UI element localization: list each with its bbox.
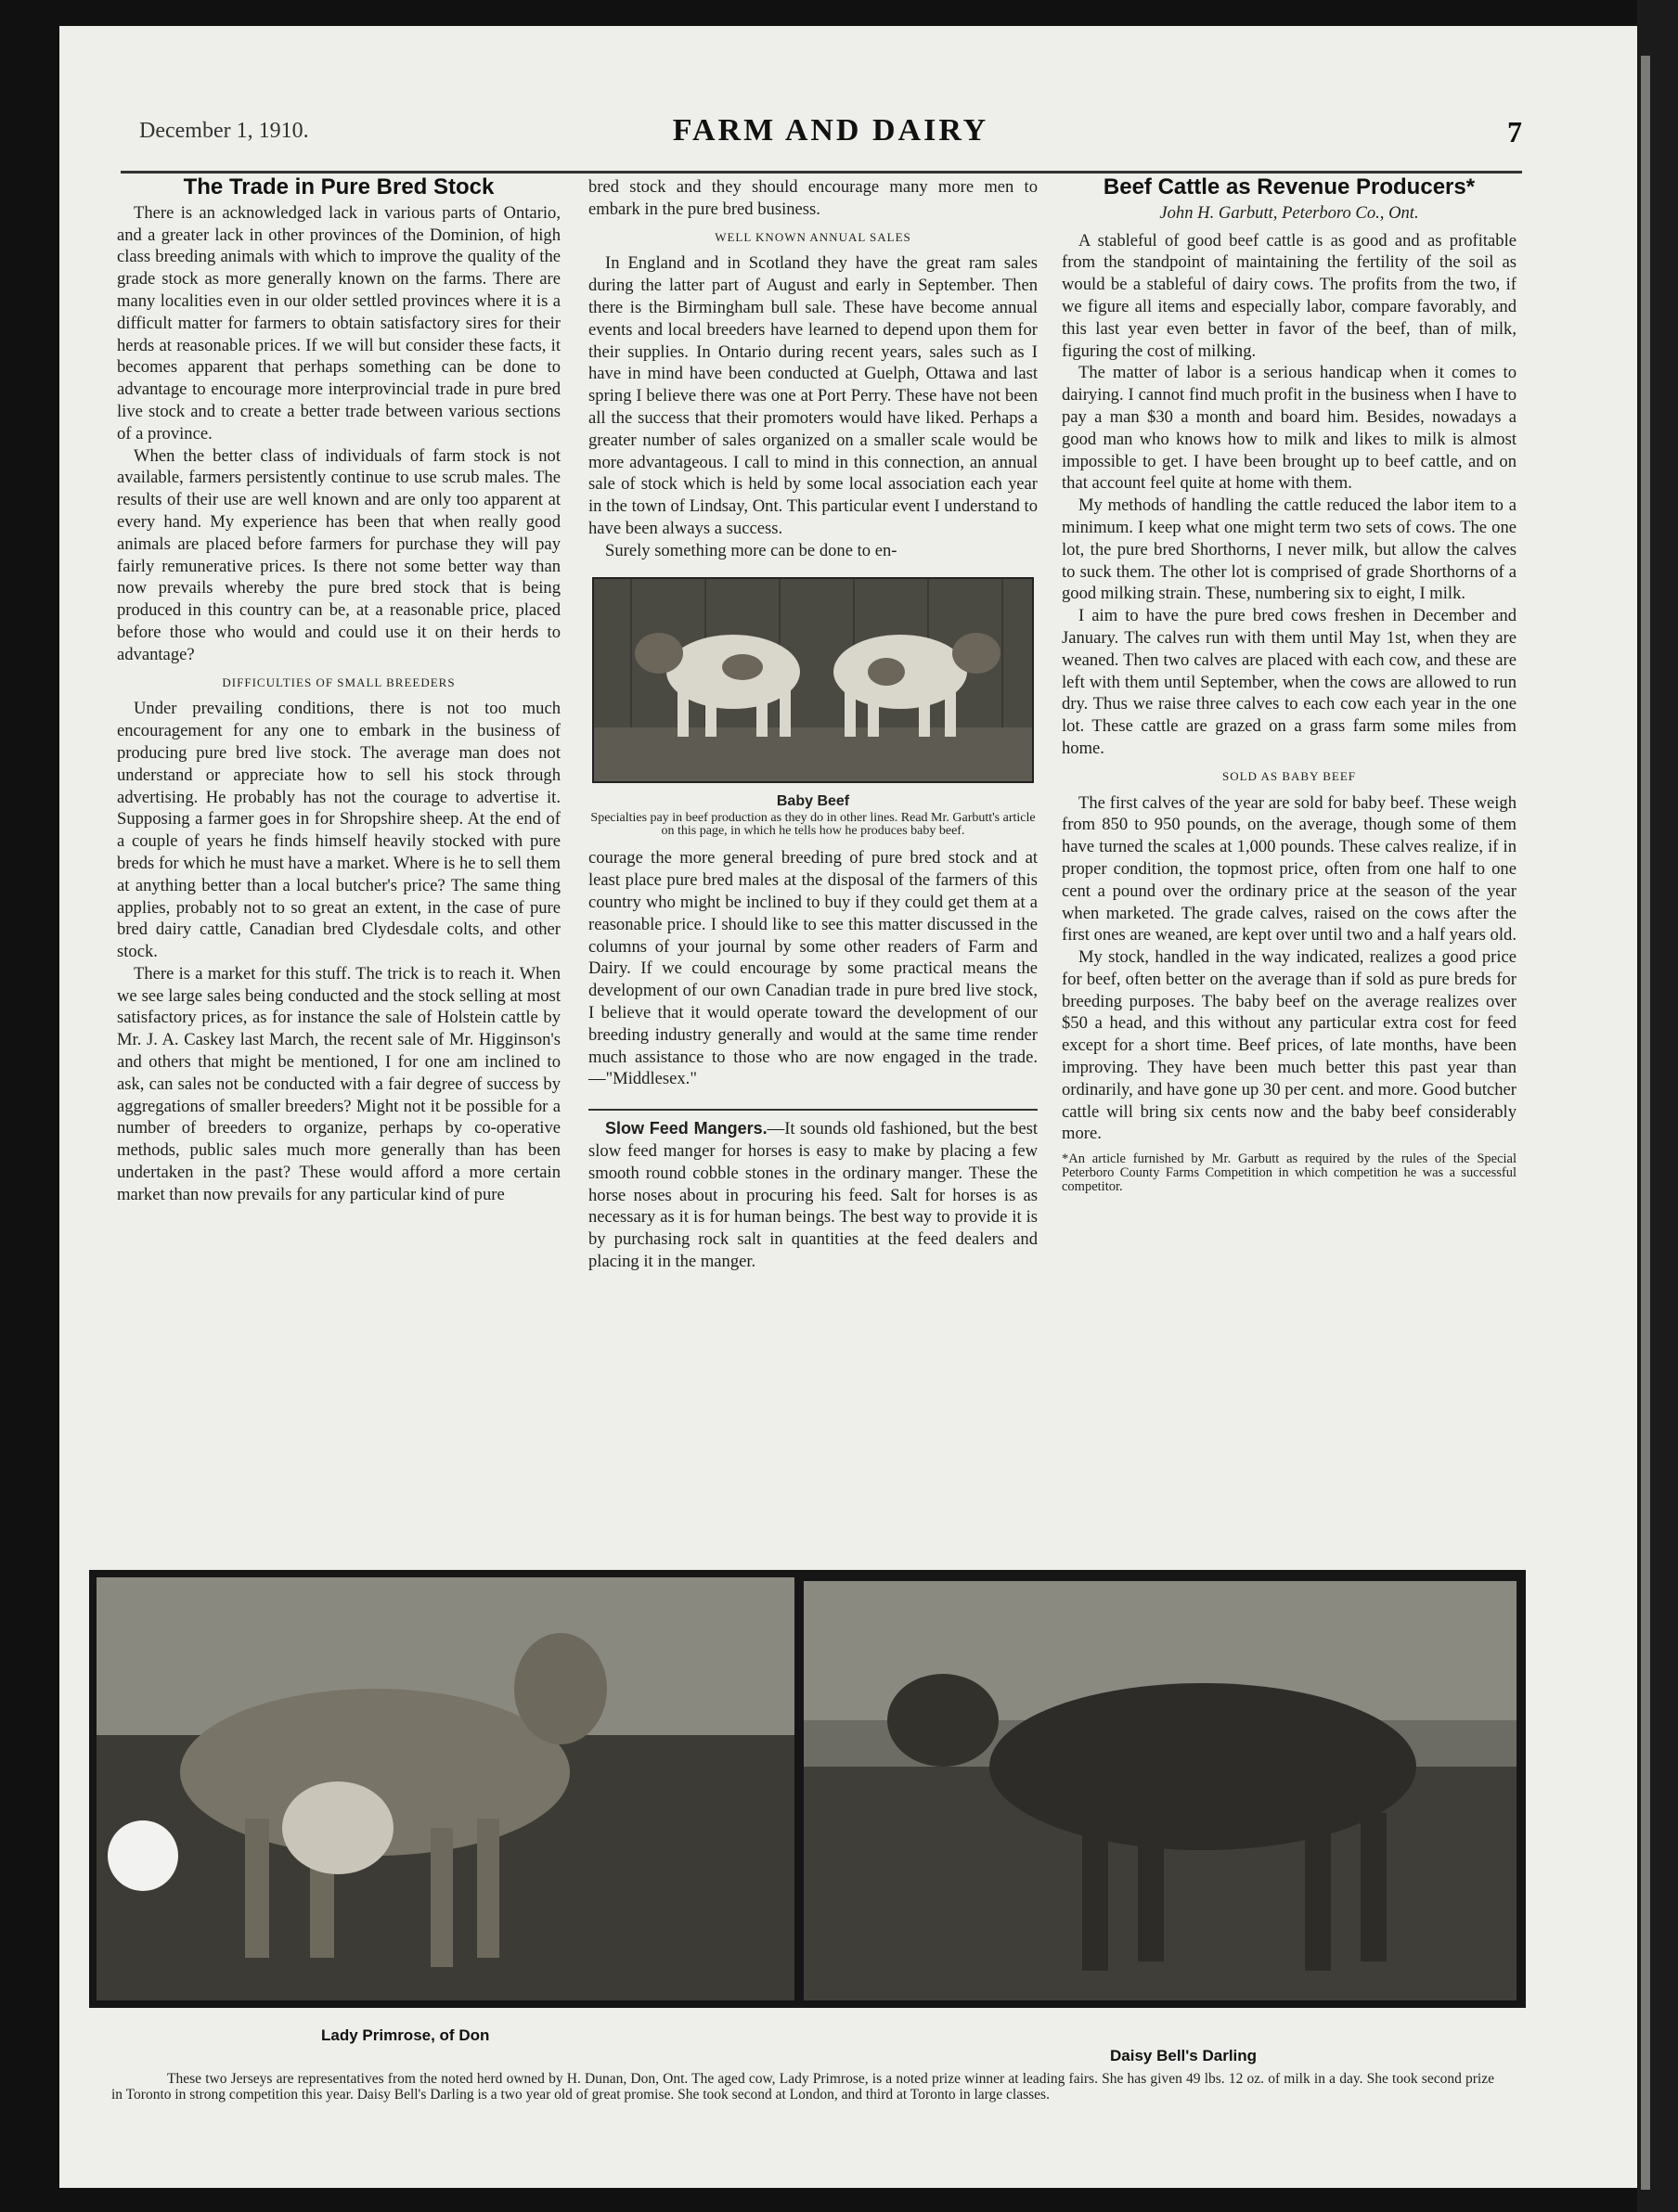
header-rule [121, 171, 1522, 174]
footnote: *An article furnished by Mr. Garbutt as required by the rules of the Special Peterboro County Farms Competition in which competition he was a successful competitor. [1062, 1151, 1517, 1195]
scan-edge-strip [1641, 56, 1650, 2190]
baby-beef-caption: Specialties pay in beef production as they do in other lines. Read Mr. Garbutt's article on this page, in which he tells how he produces baby beef. [590, 811, 1036, 839]
baby-beef-photo [592, 577, 1034, 783]
cow-illustration [804, 1581, 1517, 2000]
issue-date: December 1, 1910. [139, 119, 309, 143]
column-1 [117, 176, 561, 1206]
runin-heading: Slow Feed Mangers. [605, 1119, 768, 1138]
caption-daisy-bell: Daisy Bell's Darling [1110, 2047, 1258, 2064]
paragraph: The first calves of the year are sold for baby beef. These weigh from 850 to 950 pounds, on the average, though some of them have turned the scales at 1,000 pounds. These calves realize, if in proper condition, the topmost price, often from one half to one cent a pound over the ordinary price at the season of the year when marketed. The grade calves, raised on the cows after the first ones are weaned, are kept over until two and a half years old. [1062, 792, 1517, 945]
masthead-title: FARM AND DAIRY [672, 113, 989, 148]
lady-primrose-photo [97, 1577, 794, 2000]
cow-illustration [97, 1577, 794, 2000]
article-text: —It sounds old fashioned, but the best slow feed manger for horses is easy to make by placing a few smooth round cobble stones in the ordinary manger. These the horse noses about in procuring his feed. Salt for horses is as necessary as it is for human beings. The best way to provide it is by purchasing rock salt in quantities at the feed dealers and placing it in the manger. [588, 1119, 1038, 1271]
paragraph: The matter of labor is a serious handicap when it comes to dairying. I cannot find much profit in the business when I have to pay a man $30 a month and board him. Besides, nowadays a good man who knows how to milk and likes to milk is almost impossible to get. I have been brought up to beef cattle, and on that account feel quite at home with them. [1062, 363, 1517, 494]
paragraph: courage the more general breeding of pure bred stock and at least place pure bred males at the disposal of the farmers of this country who might be inclined to buy if they could get them at a reasonable price. I should like to see this matter discussed in the columns of your journal by some other readers of Farm and Dairy. If we could encourage by some practical means the development of our own Canadian trade in pure bred live stock, I believe that it would operate toward the development of our breeding industry generally and would at the same time render much assistance to those who are now engaged in the trade.—"Middlesex." [588, 848, 1038, 1089]
baby-beef-title: Baby Beef [776, 792, 850, 809]
paragraph: A stableful of good beef cattle is as good and as profitable from the standpoint of maintaining the fertility of the soil as would be a stableful of dairy cows. The profits from the two, if we figure all items and especially labor, compare favorably, and this last year even better in favor of the beef, than of milk, figuring the cost of milking. [1062, 230, 1517, 361]
jersey-photos-frame [89, 1570, 1526, 2008]
subhead-annual-sales: WELL KNOWN ANNUAL SALES [715, 229, 911, 244]
paragraph: Under prevailing conditions, there is not too much encouragement for any one to embark in the business of producing pure bred live stock. The average man does not understand or appreciate how to sell his stock through advertising. He probably has not the courage to advertise it. Supposing a farmer goes in for Shropshire sheep. At the end of a couple of years he finds himself heavily stocked with pure breds for which he must have a market. Where is he to sell them at anything better than a local butcher's price? The same thing applies, probably not to so great an extent, in the case of pure bred dairy cattle, Canadian bred Clydesdale colts, and other stock. [117, 699, 561, 962]
calves-illustration [594, 579, 1032, 781]
paragraph: There is a market for this stuff. The trick is to reach it. When we see large sales being conducted and the stock selling at most satisfactory prices, as for instance the sale of Holstein cattle by Mr. J. A. Caskey last March, the recent sale of Mr. Higginson's and others that might be mentioned, I for one am inclined to ask, can sales not be conducted with a fair degree of success by aggregations of smaller breeders? Might not it be possible for a number of breeders to organize, perhaps by co-operative methods, public sales much more generally than has been undertaken in the past? These would afford a more certain market than now prevails for any particular kind of pure [117, 963, 561, 1204]
photo-caption-text: These two Jerseys are representatives from the noted herd owned by H. Dunan, Don, Ont. The aged cow, Lady Primrose, is a noted prize winner at leading fairs. She has given 49 lbs. 12 oz. of milk in a day. She took second prize in Toronto in strong competition this year. Daisy Bell's Darling is a two year old of great promise. She took second at London, and third at Toronto in large classes. [111, 2071, 1494, 2103]
subhead-baby-beef: SOLD AS BABY BEEF [1221, 768, 1357, 783]
byline: John H. Garbutt, Peterboro Co., Ont. [1159, 202, 1419, 223]
slow-feed-mangers-article [588, 1109, 1038, 1273]
paragraph: bred stock and they should encourage many more men to embark in the pure bred business. [588, 177, 1038, 219]
paragraph: My stock, handled in the way indicated, realizes a good price for beef, often better on the average than if sold as pure breds for breeding purposes. The baby beef on the average realizes over $50 a head, and this without any particular extra cost for feed except for a short time. Beef prices, of late months, have been improving. They have been much better this past year than ordinarily, and have gone up 30 per cent. and more. Good butcher cattle will bring six cents now and the baby beef considerably more. [1062, 947, 1517, 1144]
paragraph: In England and in Scotland they have the great ram sales during the latter part of August and early in September. Then there is the Birmingham bull sale. These have become annual events and local breeders have learned to depend upon them for their supplies. In Ontario during recent years, sales such as I have in mind have been conducted at Guelph, Ottawa and last spring I believe there was one at Port Perry. These have not been all the success that their promoters would have liked. Perhaps a greater number of sales organized on a smaller scale would be more advantageous. I call to mind in this connection, an annual sale of stock which is held by some local association each year in the town of Lindsay, Ont. This particular event I understand to have been always a success. [588, 253, 1038, 538]
column-2 [588, 176, 1038, 1273]
page-number: 7 [1507, 115, 1522, 148]
paragraph: Surely something more can be done to en- [605, 540, 897, 560]
caption-lady-primrose: Lady Primrose, of Don [321, 2026, 490, 2044]
subhead-difficulties: DIFFICULTIES OF SMALL BREEDERS [222, 675, 456, 689]
paragraph: I aim to have the pure bred cows freshen in December and January. The calves run with them until May 1st, when they are weaned. Then two calves are placed with each cow, and these are left with them until September, when the cows are allowed to run dry. Thus we raise three calves to each cow each year in the one lot. These cattle are grazed on a grass farm some miles from home. [1062, 606, 1517, 758]
paragraph: There is an acknowledged lack in various parts of Ontario, and a greater lack in other provinces of the Dominion, of high class breeding animals with which to improve the quality of the grade stock as more generally known on the farms. There are many localities even in our older settled provinces where it is a difficult matter for farmers to obtain satisfactory sires for their herds at reasonable prices. If we will but consider these facts, it becomes apparent that perhaps something can be done to advantage to encourage more interprovincial trade in pure bred live stock and to create a better trade between various sections of a province. [117, 202, 561, 444]
paragraph: When the better class of individuals of farm stock is not available, farmers persistently continue to use scrub males. The results of their use are well known and are only too apparent at every hand. My experience has been that when really good animals are placed before farmers for purchase they will pay fairly remunerative prices. Is there not some better way than now prevails whereby the pure bred stock that is being produced in this country can be, at a reasonable price, placed before those who would and could use it on their herds to advantage? [117, 445, 561, 664]
article-title-beef: Beef Cattle as Revenue Producers* [1103, 174, 1476, 199]
page-header [139, 113, 1522, 163]
paragraph: My methods of handling the cattle reduced the labor item to a minimum. I keep what one might term two sets of cows. The one lot, the pure bred Shorthorns, I never milk, but allow the calves to suck them. The other lot is comprised of grade Shorthorns of a good milking strain. These, numbering six to eight, I milk. [1062, 495, 1517, 604]
article-title-trade: The Trade in Pure Bred Stock [183, 174, 495, 199]
daisy-bells-darling-photo [804, 1581, 1517, 2000]
column-3 [1062, 176, 1517, 1194]
